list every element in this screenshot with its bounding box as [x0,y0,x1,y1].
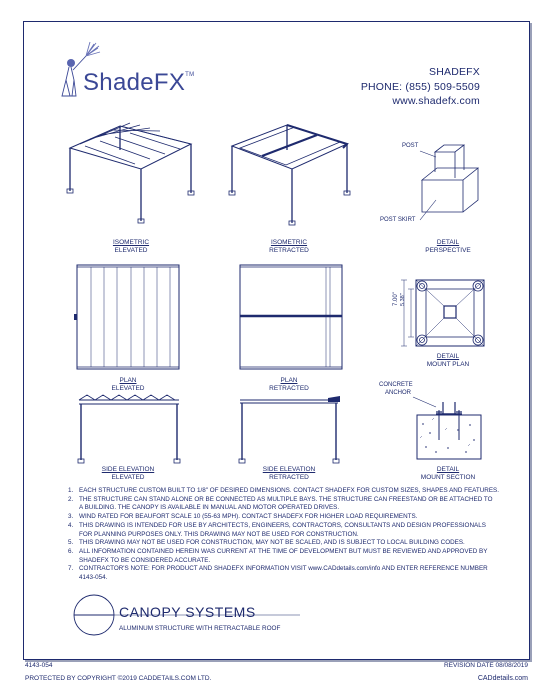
side-elevation-retracted-drawing [239,396,340,463]
company-phone: PHONE: (855) 509-5509 [360,81,480,93]
detail-mount-section-drawing [413,397,481,459]
caption-isometric-retracted: ISOMETRIC RETRACTED [269,239,309,254]
caption-detail-mount-section: DETAIL MOUNT SECTION [420,466,476,481]
caption-plan-elevated: PLAN ELEVATED [111,377,145,392]
note-1: 1. EACH STRUCTURE CUSTOM BUILT TO 1/8" OF DESIRED DIMENSIONS. CONTACT SHADEFX FOR CUSTOM SIZES, SHAPES AND FEATURES. [68,487,499,494]
drawing-title: CANOPY SYSTEMS [119,604,256,620]
note-7: 7. CONTRACTOR'S NOTE: FOR PRODUCT AND SHADEFX INFORMATION VISIT www.CADdetails.com/info AND ENTER REFERENCE NUMBER [68,565,488,573]
revision-date: REVISION DATE 08/08/2019 [443,662,528,669]
isometric-elevated-drawing [67,123,194,223]
callout-post-skirt: POST SKIRT [380,217,416,223]
note-5: 5. THIS DRAWING MAY NOT BE USED FOR CONSTRUCTION, MAY NOT BE SCALED, AND IS SUBJECT TO LOCAL BUILDING CODES. [68,539,465,547]
note-6: 6. ALL INFORMATION CONTAINED HEREIN WAS CURRENT AT THE TIME OF DEVELOPMENT BUT MUST BE REVIEWED AND APPROVED BY [68,547,488,555]
copyright-notice: PROTECTED BY COPYRIGHT ©2019 CADDETAILS.COM LTD. [25,675,212,682]
callout-anchor: ANCHOR [385,390,412,396]
caption-side-elevation-elevated: SIDE ELEVATION ELEVATED [101,466,155,481]
caption-isometric-elevated: ISOMETRIC ELEVATED [112,239,150,254]
note-2-cont: A BUILDING. THE CANOPY IS AVAILABLE IN MANUAL AND MOTOR OPERATED DRIVES. [79,504,340,512]
note-7-cont: 4143-054. [79,574,108,582]
caption-detail-mount-plan: DETAIL MOUNT PLAN [426,353,470,368]
reference-number: 4143-054 [25,662,53,669]
dimension-inner: 5.38" [400,293,406,306]
caddetails-link[interactable]: CADdetails.com [477,675,528,682]
plan-elevated-drawing [74,265,179,369]
plan-retracted-drawing [240,265,342,369]
isometric-retracted-drawing [229,125,350,225]
company-website[interactable]: www.shadefx.com [392,95,480,107]
note-6-cont: SHADEFX TO BE CONSIDERED ACCURATE. [79,556,211,564]
logo-wordmark: ShadeFX™ [83,69,195,96]
dimension-outer: 7.00" [393,292,399,306]
general-notes [68,487,518,583]
drawing-subtitle: ALUMINUM STRUCTURE WITH RETRACTABLE ROOF [119,625,281,632]
callout-post: POST [402,143,419,149]
note-4: 4. THIS DRAWING IS INTENDED FOR USE BY ARCHITECTS, ENGINEERS, CONTRACTORS, CONSULTANTS AND DESIGN PROFESSIONALS [68,521,486,529]
caption-plan-retracted: PLAN RETRACTED [269,377,309,392]
side-elevation-elevated-drawing [78,395,180,463]
company-name: SHADEFX [429,66,480,78]
detail-perspective-drawing [420,145,478,220]
caption-side-elevation-retracted: SIDE ELEVATION RETRACTED [262,466,316,481]
note-4-cont: FOR PLANNING PURPOSES ONLY. THIS DRAWING MAY NOT BE USED FOR CONSTRUCTION. [79,530,359,538]
note-3: 3. WIND RATED FOR BEAUFORT SCALE 10 (55-63 MPH). CONTACT SHADEFX FOR HIGHER LOAD REQUIREMENTS. [68,513,418,521]
detail-mount-plan-drawing [401,280,484,346]
callout-concrete: CONCRETE [379,382,413,388]
note-2: 2. THE STRUCTURE CAN STAND ALONE OR BE CONNECTED AS MULTIPLE BAYS. THE STRUCTURE CAN FREESTAND OR BE ATTACHED TO [68,495,493,503]
caption-detail-perspective: DETAIL PERSPECTIVE [425,239,471,254]
